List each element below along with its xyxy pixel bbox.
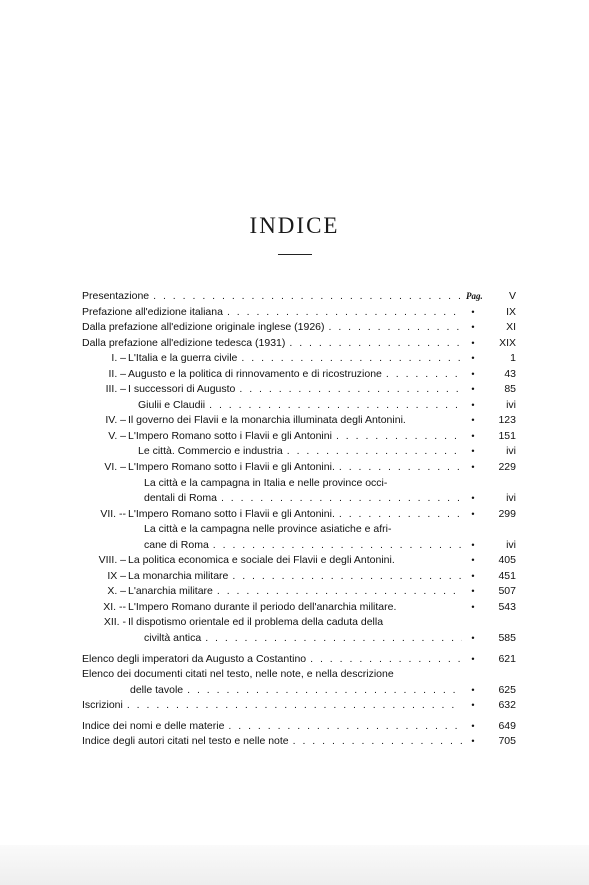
toc-entry[interactable] [82, 289, 516, 305]
bullet-icon: • [471, 539, 475, 550]
page-number: ivi [506, 445, 516, 458]
toc-entry-title: L'Impero Romano sotto i Flavii e gli Antonini. [128, 461, 335, 474]
toc-entry[interactable] [82, 667, 516, 683]
toc-entry-body [82, 631, 462, 647]
toc-entry-title: La città e la campagna nelle province asiatiche e afri- [144, 523, 392, 536]
toc-entry-title: Il dispotismo orientale ed il problema della caduta della [128, 616, 384, 629]
toc-entry-body [82, 460, 462, 476]
toc-entry-body [82, 719, 462, 735]
toc-entry-title: Indice degli autori citati nel testo e nelle note [82, 735, 289, 748]
bullet-icon: • [471, 736, 475, 747]
bullet-icon: • [471, 570, 475, 581]
bullet-icon: • [471, 601, 475, 612]
chapter-number: III. – [105, 383, 126, 396]
bullet-icon: • [471, 353, 475, 364]
toc-entry-title: Elenco dei documenti citati nel testo, nelle note, e nella descrizione [82, 668, 394, 681]
bullet-icon: • [471, 508, 475, 519]
toc-entry-title: L'Impero Romano sotto i Flavii e gli Antonini. [128, 507, 335, 520]
toc-entry-body [82, 398, 462, 414]
toc-entry[interactable] [82, 584, 516, 600]
page-number: IX [506, 305, 516, 318]
table-of-contents [82, 289, 516, 750]
toc-entry[interactable] [82, 553, 516, 569]
bullet-icon: • [471, 415, 475, 426]
toc-entry[interactable] [82, 683, 516, 699]
page-number: XI [506, 321, 516, 334]
page-number: 43 [504, 367, 516, 380]
chapter-number: VI. – [104, 461, 126, 474]
toc-entry[interactable] [82, 382, 516, 398]
bullet-icon: • [471, 684, 475, 695]
page-number: V [508, 290, 516, 302]
page-number: ivi [506, 492, 516, 505]
page-number: ivi [506, 538, 516, 551]
toc-entry[interactable] [82, 413, 516, 429]
chapter-number: VII. -- [100, 507, 126, 520]
toc-entry-title: Elenco degli imperatori da Augusto a Costantino [82, 652, 307, 665]
toc-entry-title: La politica economica e sociale dei Flavii e degli Antonini. [128, 554, 395, 567]
chapter-number: XI. -- [103, 600, 126, 613]
page-number: 229 [498, 461, 516, 474]
toc-entry[interactable] [82, 460, 516, 476]
chapter-number: XII. - [103, 616, 126, 629]
toc-entry[interactable] [82, 491, 516, 507]
toc-entry-title: L'Impero Romano durante il periodo dell'anarchia militare. [128, 600, 397, 613]
toc-entry-title: I successori di Augusto [128, 383, 236, 396]
toc-entry[interactable] [82, 367, 516, 383]
toc-entry-body [82, 522, 462, 538]
page-number: 585 [498, 632, 516, 645]
chapter-number: I. – [111, 352, 126, 365]
toc-entry[interactable] [82, 698, 516, 714]
toc-entry-body [82, 600, 462, 616]
toc-entry-title: cane di Roma [144, 538, 209, 551]
toc-entry[interactable] [82, 398, 516, 414]
title-rule [278, 254, 312, 255]
bullet-icon: • [471, 555, 475, 566]
toc-entry-title: Presentazione [82, 290, 150, 302]
bullet-icon: • [471, 306, 475, 317]
page-number: 405 [498, 554, 516, 567]
toc-entry-body [82, 698, 462, 714]
bullet-icon: • [471, 653, 475, 664]
toc-entry-body [82, 683, 462, 699]
toc-entry-body [82, 382, 462, 398]
toc-entry[interactable] [82, 351, 516, 367]
toc-entry[interactable] [82, 507, 516, 523]
page-number: 451 [498, 569, 516, 582]
bullet-icon: • [471, 430, 475, 441]
toc-entry[interactable] [82, 336, 516, 352]
page-number: 649 [498, 719, 516, 732]
page-number: 123 [498, 414, 516, 427]
toc-entry-body [82, 507, 462, 523]
toc-entry-title: Augusto e la politica di rinnovamento e di ricostruzione [128, 367, 382, 380]
bullet-icon: • [471, 337, 475, 348]
toc-entry-body [82, 615, 462, 631]
bullet-icon: • [471, 493, 475, 504]
toc-entry-title: L'anarchia militare [128, 585, 213, 598]
page-number: 543 [498, 600, 516, 613]
toc-entry-body [82, 538, 462, 554]
bullet-icon: • [471, 633, 475, 644]
toc-entry-body [82, 305, 462, 321]
toc-entry-body [82, 336, 462, 352]
toc-entry[interactable] [82, 719, 516, 735]
toc-entry-body [82, 320, 462, 336]
bullet-icon: • [471, 700, 475, 711]
page-number: ivi [506, 398, 516, 411]
page-number: XIX [499, 336, 516, 349]
toc-entry-title: delle tavole [130, 683, 184, 696]
toc-entry-body [82, 667, 462, 683]
toc-entry-title: dentali di Roma [144, 492, 217, 505]
bullet-icon: • [471, 720, 475, 731]
toc-entry[interactable] [82, 305, 516, 321]
toc-entry[interactable] [82, 476, 516, 492]
toc-entry[interactable] [82, 429, 516, 445]
toc-entry-title: Giulii e Claudii [138, 398, 206, 411]
toc-entry[interactable] [82, 734, 516, 750]
toc-entry[interactable] [82, 631, 516, 647]
page-bottom-shade [0, 845, 589, 885]
page-number: 625 [498, 683, 516, 696]
toc-entry[interactable] [82, 569, 516, 585]
bullet-icon: • [471, 586, 475, 597]
toc-entry-body [82, 652, 462, 668]
page-title: INDICE [249, 213, 340, 238]
toc-entry-title: Le città. Commercio e industria [138, 445, 283, 458]
bullet-icon: • [471, 322, 475, 333]
toc-entry-title: La monarchia militare [128, 569, 229, 582]
toc-entry-body [82, 413, 462, 429]
toc-entry-body [82, 289, 462, 305]
page-number: 1 [510, 352, 516, 365]
toc-entry-body [82, 476, 462, 492]
bullet-icon: • [471, 446, 475, 457]
toc-entry-body [82, 734, 462, 750]
toc-entry[interactable] [82, 522, 516, 538]
toc-entry-body [82, 553, 462, 569]
toc-entry-title: Dalla prefazione all'edizione tedesca (1931) [82, 336, 286, 349]
bullet-icon: • [471, 384, 475, 395]
page-number: 632 [498, 699, 516, 712]
toc-entry[interactable] [82, 652, 516, 668]
page-number: 299 [498, 507, 516, 520]
bullet-icon: • [471, 368, 475, 379]
toc-entry-title: Il governo dei Flavii e la monarchia illuminata degli Antonini. [128, 414, 406, 427]
page-number: 151 [498, 429, 516, 442]
toc-entry-body [82, 351, 462, 367]
toc-entry-title: Prefazione all'edizione italiana [82, 305, 223, 318]
toc-entry[interactable] [82, 600, 516, 616]
toc-entry-title: Dalla prefazione all'edizione originale inglese (1926) [82, 321, 325, 334]
page-number: 507 [498, 585, 516, 598]
toc-entry-body [82, 429, 462, 445]
toc-entry-body [82, 367, 462, 383]
bullet-icon: • [471, 399, 475, 410]
toc-entry-body [82, 444, 462, 460]
page-number: 621 [498, 652, 516, 665]
toc-entry-body [82, 584, 462, 600]
toc-entry-title: Iscrizioni [82, 699, 123, 712]
chapter-number: IX – [107, 569, 126, 582]
toc-entry-title: Indice dei nomi e delle materie [82, 719, 225, 732]
toc-entry[interactable] [82, 320, 516, 336]
toc-entry[interactable] [82, 444, 516, 460]
toc-entry[interactable] [82, 538, 516, 554]
chapter-number: VIII. – [98, 554, 126, 567]
pag-label: Pag. [466, 291, 483, 301]
chapter-number: V. – [108, 429, 126, 442]
chapter-number: II. – [108, 367, 126, 380]
toc-entry-title: L'Impero Romano sotto i Flavii e gli Antonini [128, 429, 332, 442]
toc-entry[interactable] [82, 615, 516, 631]
toc-entry-title: civiltà antica [144, 632, 202, 645]
page-number: 85 [504, 383, 516, 396]
toc-entry-title: La città e la campagna in Italia e nelle province occi- [144, 476, 388, 489]
toc-entry-body [82, 569, 462, 585]
chapter-number: IV. – [105, 414, 126, 427]
bullet-icon: • [471, 462, 475, 473]
page-number: 705 [498, 735, 516, 748]
chapter-number: X. – [107, 585, 126, 598]
toc-entry-title: L'Italia e la guerra civile [128, 352, 238, 365]
toc-entry-body [82, 491, 462, 507]
